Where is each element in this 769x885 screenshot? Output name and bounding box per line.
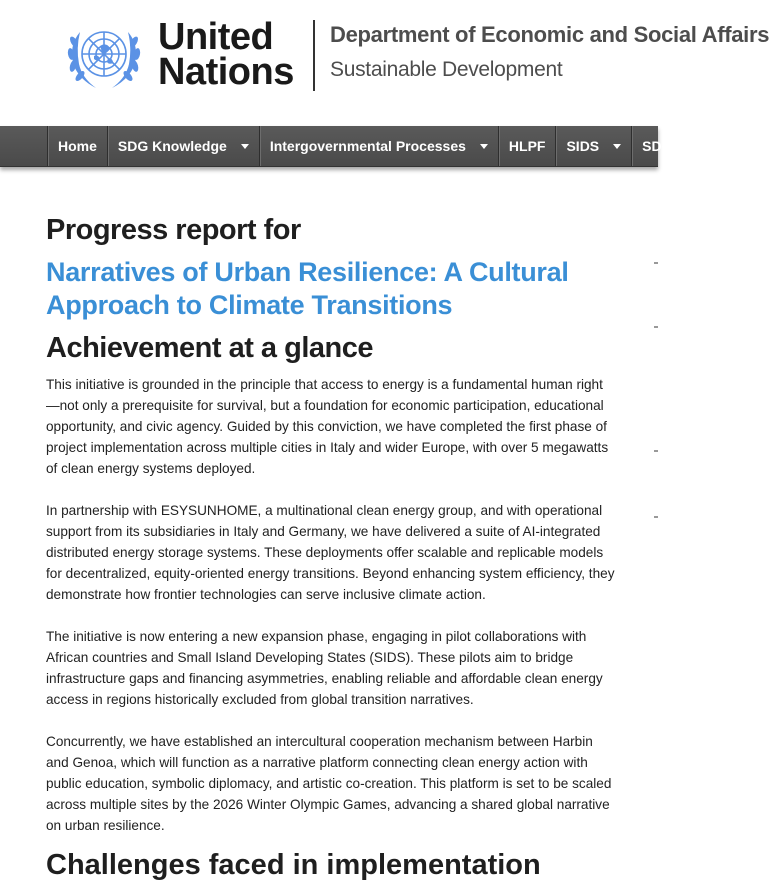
un-wordmark-line2: Nations <box>158 51 294 93</box>
caret-down-icon <box>241 144 249 149</box>
caret-down-icon <box>613 144 621 149</box>
department-name[interactable]: Department of Economic and Social Affairs <box>330 22 769 47</box>
nav-item-home[interactable] <box>47 126 107 166</box>
sidebar-edge-mark <box>654 262 658 264</box>
caret-down-icon <box>480 144 488 149</box>
sidebar-edge-mark <box>654 450 658 452</box>
nav-item-label: HLPF <box>508 138 546 154</box>
site-header <box>0 0 769 126</box>
achievement-body <box>46 374 616 836</box>
nav-item-intergovernmental-processes[interactable] <box>259 126 498 166</box>
nav-item-hlpf[interactable] <box>498 126 556 166</box>
initiative-title: Narratives of Urban Resilience: A Cultural Approach to Climate Transitions <box>46 257 569 320</box>
page-heading: Progress report for <box>46 214 301 246</box>
nav-item-label: Intergovernmental Processes <box>269 138 466 154</box>
un-wordmark[interactable] <box>158 16 294 93</box>
achievement-paragraph: In partnership with ESYSUNHOME, a multinational clean energy group, and with operational support from its subsidiaries in Italy and Germany, we have delivered a suite of AI-integrated distributed energy storage systems. These deployments offer scalable and replicable models for decentralized, equity-oriented energy transitions. Beyond enhancing system efficiency, they demonstrate how frontier technologies can serve inclusive climate action. <box>46 503 615 602</box>
main-content <box>46 208 616 885</box>
nav-item-label: SDG Knowledge <box>117 138 227 154</box>
nav-item-label: SIDS <box>566 138 600 154</box>
sidebar-edge-mark <box>654 516 658 518</box>
nav-item-sdg-knowledge[interactable] <box>107 126 259 166</box>
header-divider <box>313 20 315 91</box>
sidebar-edge-mark <box>654 326 658 328</box>
nav-item-sids[interactable] <box>555 126 631 166</box>
achievement-paragraph: The initiative is now entering a new expansion phase, engaging in pilot collaborations with African countries and Small Island Developing States (SIDS). These pilots aim to bridge infrastructure gaps and financing asymmetries, enabling reliable and affordable clean energy access in regions historically excluded from global transition narratives. <box>46 629 603 707</box>
un-wordmark-line1: United <box>158 16 274 58</box>
nav-item-label: Home <box>58 138 97 154</box>
un-emblem-icon[interactable] <box>60 18 148 94</box>
nav-item-sdg-actions[interactable] <box>631 126 759 166</box>
achievement-paragraph: This initiative is grounded in the principle that access to energy is a fundamental human right—not only a prerequisite for survival, but a foundation for economic participation, educational opportunity, and civic agency. Guided by this conviction, we have completed the first phase of project implementation across multiple cities in Italy and wider Europe, with over 5 megawatts of clean energy systems deployed. <box>46 377 609 476</box>
nav-item-label: SDG Actions <box>642 138 728 154</box>
challenges-heading: Challenges faced in implementation <box>46 849 541 881</box>
achievement-heading: Achievement at a glance <box>46 332 373 364</box>
achievement-paragraph: Concurrently, we have established an intercultural cooperation mechanism between Harbin and Genoa, which will function as a narrative platform connecting clean energy action with public education, symbolic diplomacy, and artistic co-creation. This platform is set to be scaled across multiple sites by the 2026 Winter Olympic Games, advancing a shared global narrative on urban resilience. <box>46 734 612 833</box>
department-subtitle[interactable]: Sustainable Development <box>330 58 563 81</box>
main-navigation <box>0 126 728 167</box>
caret-down-icon <box>741 144 749 149</box>
